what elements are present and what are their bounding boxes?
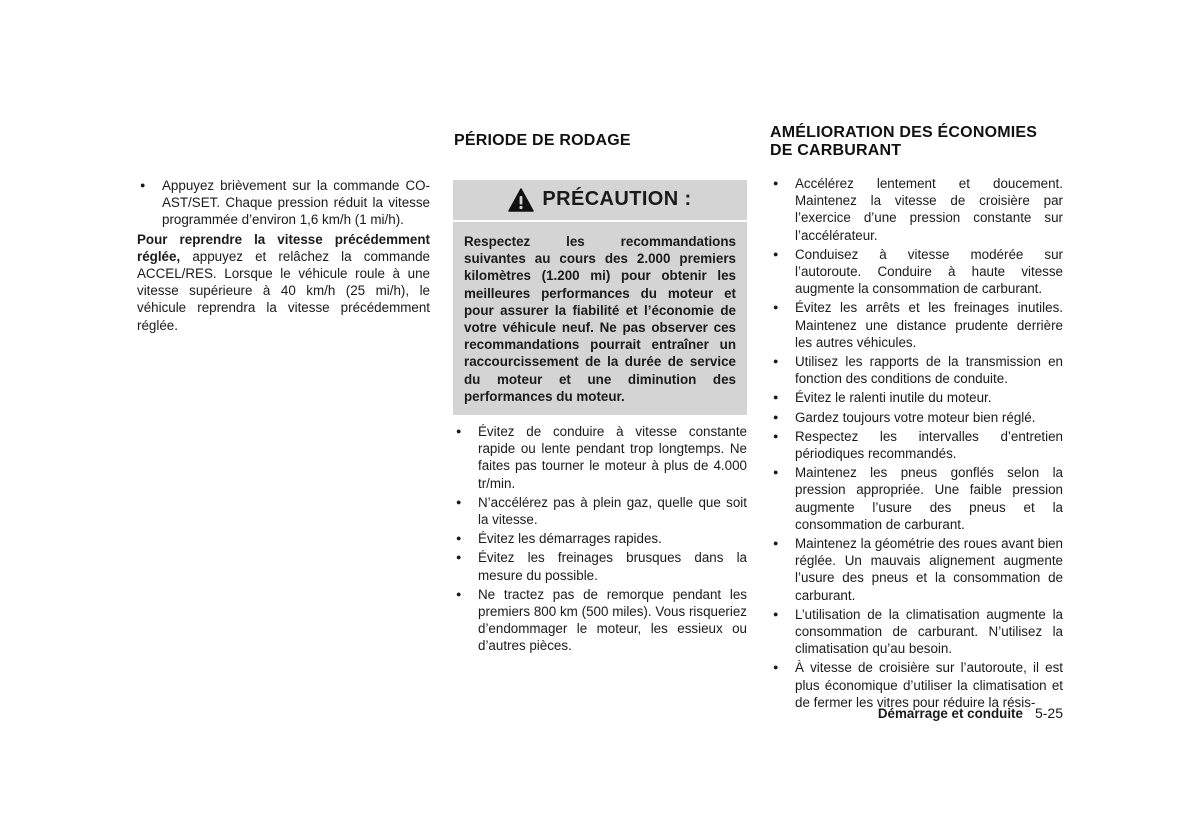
footer-section-title: Démarrage et conduite [877, 706, 1023, 721]
list-item: ● À vitesse de croisière sur l’autoroute, il est plus économique d’utiliser la climatisation et de fermer les vitres pour réduire la résis- [770, 659, 1063, 711]
column-left [137, 177, 430, 334]
list-item: ● Évitez les freinages brusques dans la mesure du possible. [453, 549, 747, 583]
bold-lead: Pour reprendre la vitesse précédemment réglée, [137, 231, 430, 264]
list-item: ● Évitez les démarrages rapides. [453, 530, 747, 547]
warning-triangle-icon [508, 188, 534, 212]
list-item: ● Évitez de conduire à vitesse constante rapide ou lente pendant trop longtemps. Ne faites pas tourner le moteur à plus de 4.000 tr/min. [453, 423, 747, 492]
caution-title: PRÉCAUTION : [542, 188, 692, 211]
bullet-list [453, 423, 747, 655]
list-item: ● Ne tractez pas de remorque pendant les premiers 800 km (500 miles). Vous risqueriez d’endommager le moteur, les essieux ou d’autres pièces. [453, 586, 747, 655]
heading-line-1: AMÉLIORATION DES ÉCONOMIES [770, 124, 1038, 141]
list-item: ● Gardez toujours votre moteur bien réglé. [770, 409, 1063, 426]
list-item: ● Appuyez brièvement sur la commande CO-AST/SET. Chaque pression réduit la vitesse programmée d’environ 1,6 km/h (1 mi/h). [137, 177, 430, 229]
paragraph-text: appuyez et relâchez la commande ACCEL/RES. Lorsque le véhicule roule à une vitesse supérieure à 40 km/h (25 mi/h), le véhicule reprendra la vitesse précédemment réglée. [137, 248, 430, 333]
list-item: ● N’accélérez pas à plein gaz, quelle que soit la vitesse. [453, 494, 747, 528]
caution-text: Respectez les recommandations suivantes au cours des 2.000 premiers kilomètres (1.200 mi) pour obtenir les meilleures performances du moteur et pour assurer la fiabilité et l’économie de votre véhicule neuf. Ne pas observer ces recommandations pourrait entraîner un raccourcissement de la durée de service du moteur et une diminution des performances du moteur. [464, 234, 736, 404]
caution-header [453, 180, 747, 222]
resume-speed-paragraph [137, 231, 430, 334]
section-heading-break-in: PÉRIODE DE RODAGE [454, 132, 631, 149]
list-item: ● Maintenez la géométrie des roues avant bien réglée. Un mauvais alignement augmente l’usure des pneus et la consommation de carburant. [770, 535, 1063, 604]
list-item: ● Respectez les intervalles d’entretien périodiques recommandés. [770, 428, 1063, 462]
list-item: ● Utilisez les rapports de la transmission en fonction des conditions de conduite. [770, 353, 1063, 387]
list-item: ● Accélérez lentement et doucement. Maintenez la vitesse de croisière par l’exercice d’une pression constante sur l’accélérateur. [770, 175, 1063, 244]
list-item: ● Maintenez les pneus gonflés selon la pression appropriée. Une faible pression augmente l’usure des pneus et la consommation de carburant. [770, 464, 1063, 533]
heading-line-2: DE CARBURANT [770, 142, 902, 159]
column-right [770, 124, 1063, 713]
list-item: ● L’utilisation de la climatisation augmente la consommation de carburant. N’utilisez la climatisation qu’au besoin. [770, 606, 1063, 658]
page-number: 5-25 [1034, 705, 1063, 721]
list-item: ● Évitez le ralenti inutile du moteur. [770, 389, 1063, 406]
list-item: ● Évitez les arrêts et les freinages inutiles. Maintenez une distance prudente derrière les autres véhicules. [770, 299, 1063, 351]
list-item: ● Conduisez à vitesse modérée sur l’autoroute. Conduire à haute vitesse augmente la consommation de carburant. [770, 246, 1063, 298]
page-footer [878, 705, 1063, 722]
caution-box [453, 180, 747, 415]
section-heading-fuel-economy [770, 124, 1063, 160]
bullet-list [137, 177, 430, 229]
bullet-list [770, 175, 1063, 711]
column-middle [453, 132, 747, 657]
